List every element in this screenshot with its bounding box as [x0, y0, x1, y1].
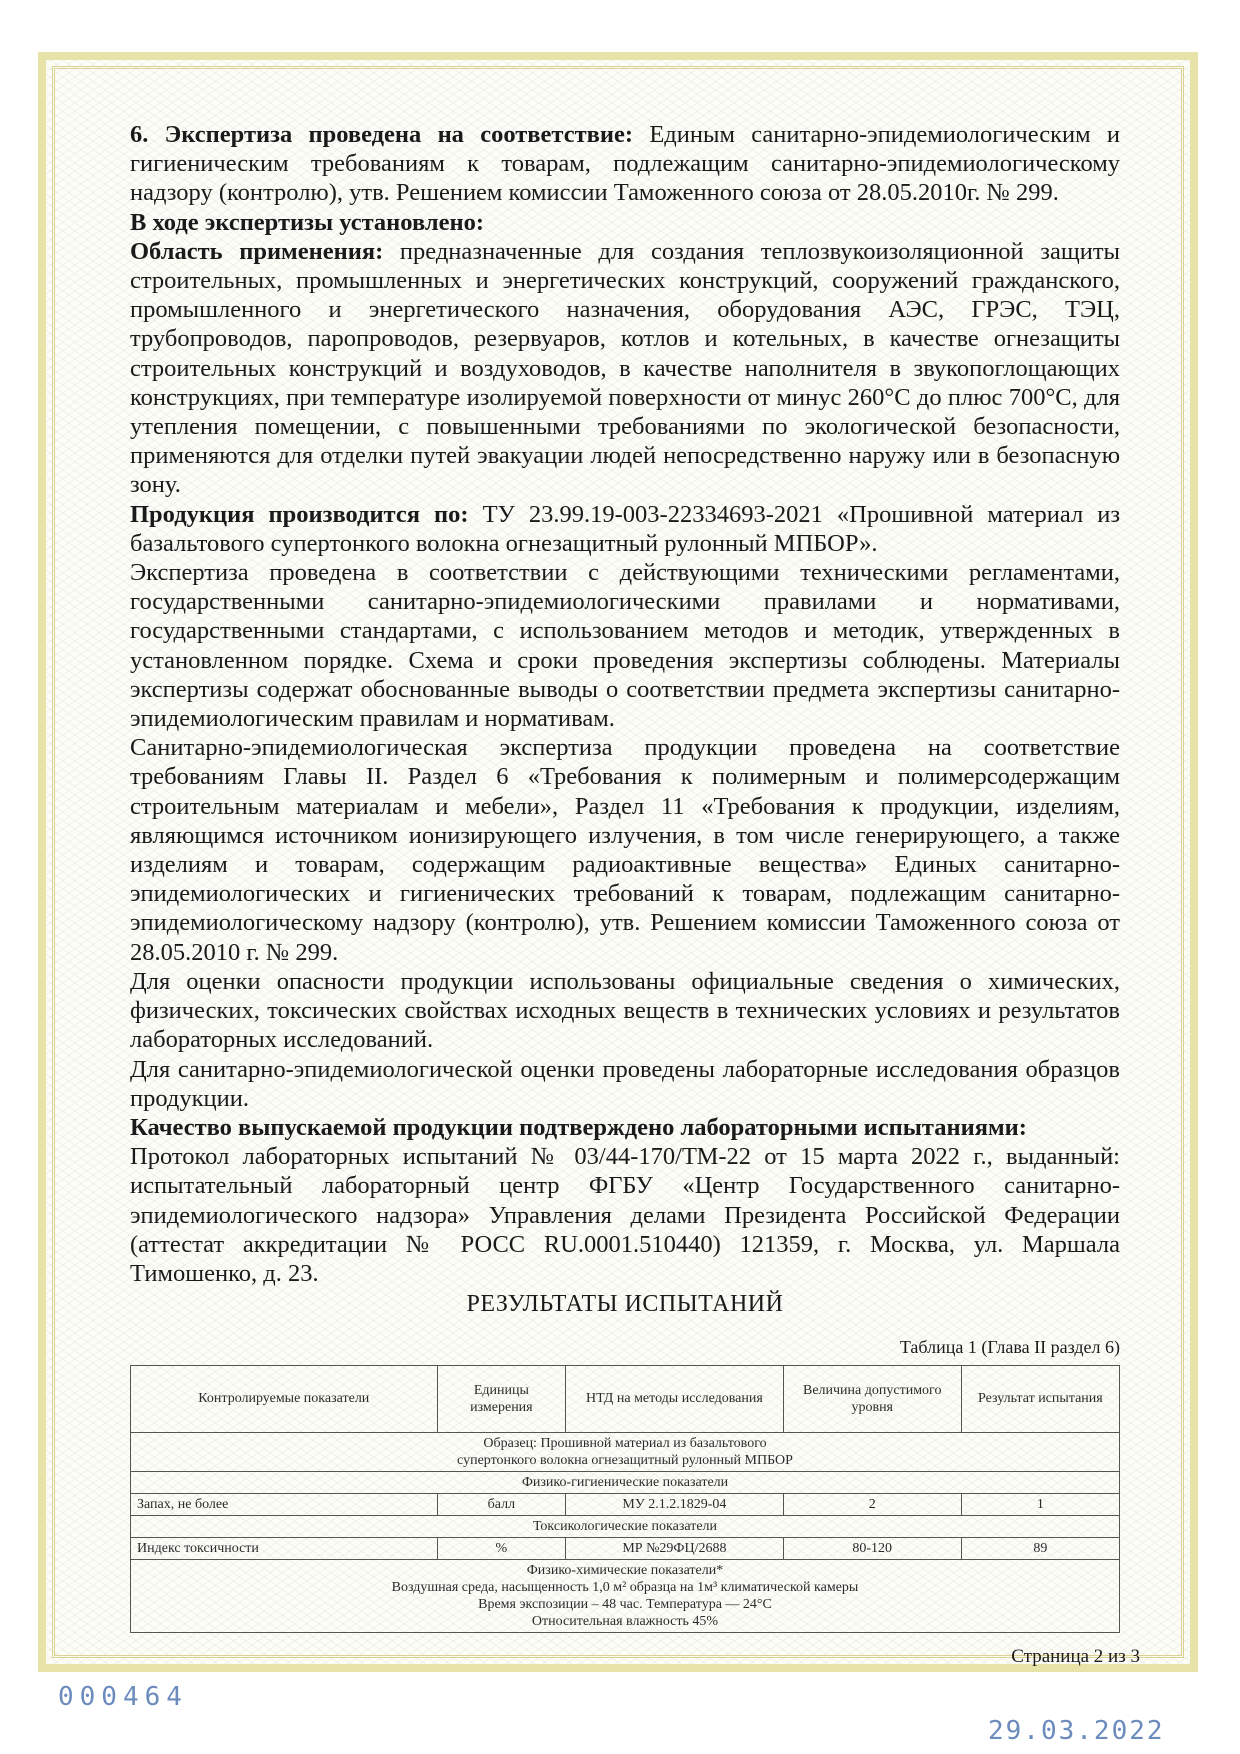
produced-text: ТУ 23.99.19-003-22334693-2021 «Прошивной материал из базальтового супертонкого волокна огнезащитный рулонный МПБОР».	[130, 500, 1120, 557]
table-caption: Таблица 1 (Глава II раздел 6)	[899, 1337, 1120, 1358]
paragraph-sanitary: Санитарно-эпидемиологическая экспертиза продукции проведена на соответствие требованиям Главы II. Раздел 6 «Требования к полимерным и полимерсодержащим строительным материалам и мебели», Раздел 11 «Требования к продукции, изделиям, являющимся источником ионизирующего излучения, в том числе генерирующего, а также изделиям и товарам, содержащим радиоактивные вещества» Единых санитарно-эпидемиологических и гигиенических требований к товарам, подлежащим санитарно-эпидемиологическому надзору (контролю), утв. Решением комиссии Таможенного союза от 28.05.2010 г. № 299.	[130, 734, 1120, 966]
section-physico-chemical: Физико-химические показатели*	[526, 1562, 724, 1578]
section-row	[131, 1471, 1120, 1493]
paragraph-scope	[130, 237, 1120, 500]
cell-result: 89	[961, 1537, 1119, 1559]
header-indicators: Контролируемые показатели	[131, 1365, 438, 1432]
results-table	[130, 1365, 1120, 1633]
cell-unit: балл	[437, 1493, 566, 1515]
table-header-row	[131, 1365, 1120, 1432]
cell-indicator: Запах, не более	[131, 1493, 438, 1515]
date-stamp: 29.03.2022	[988, 1716, 1165, 1746]
cell-unit: %	[437, 1537, 566, 1559]
established-heading: В ходе экспертизы установлено:	[130, 208, 484, 236]
sample-row	[131, 1432, 1120, 1471]
page-number: Страница 2 из 3	[1011, 1646, 1140, 1667]
section-physico-hygienic: Физико-гигиенические показатели	[131, 1471, 1120, 1493]
results-title: РЕЗУЛЬТАТЫ ИСПЫТАНИЙ	[466, 1291, 784, 1318]
paragraph-expertise: Экспертиза проведена в соответствии с действующими техническими регламентами, государственными санитарно-эпидемиологическими правилами и нормативами, государственными стандартами, с использованием методов и методик, утвержденных в установленном порядке. Схема и сроки проведения экспертизы соблюдены. Материалы экспертизы содержат обоснованные выводы о соответствии предмета экспертизы санитарно-эпидемиологическим правилам и нормативам.	[130, 559, 1120, 733]
compliance-text: Единым санитарно-эпидемиологическим и гигиеническим требованиям к товарам, подлежащим санитарно-эпидемиологическому надзору (контролю), утв. Решением комиссии Таможенного союза от 28.05.2010г. № 299.	[130, 121, 1121, 207]
header-units: Единицы измерения	[437, 1365, 566, 1432]
cell-method: МР №29ФЦ/2688	[566, 1537, 784, 1559]
cell-permissible: 2	[783, 1493, 961, 1515]
quality-heading: Качество выпускаемой продукции подтверждено лабораторными испытаниями:	[130, 1113, 1027, 1141]
sample-line-1: Образец: Прошивной материал из базальтового	[483, 1435, 767, 1451]
header-result: Результат испытания	[961, 1365, 1119, 1432]
conditions-exposure: Время экспозиции – 48 час. Температура — 24°С	[478, 1596, 772, 1612]
header-methods: НТД на методы исследования	[566, 1365, 784, 1432]
scope-text: предназначенные для создания теплозвукоизоляционной защиты строительных, промышленных и энергетических конструкций, сооружений гражданского, промышленного и энергетического назначения, оборудования АЭС, ГРЭС, ТЭЦ, трубопроводов, паропроводов, резервуаров, котлов и котельных, в качестве огнезащиты строительных конструкций и воздуховодов, в качестве наполнителя в звукопоглощающих конструкциях, при температуре изолируемой поверхности от минус 260°С до плюс 700°С, для утепления помещении, с повышенными требованиями по экологической безопасности, применяются для отделки путей эвакуации людей непосредственно наружу или в безопасную зону.	[130, 237, 1120, 499]
serial-number-stamp: 000464	[58, 1682, 188, 1712]
paragraph-hazard: Для оценки опасности продукции использованы официальные сведения о химических, физических, токсических свойствах исходных веществ в технических условиях и результатов лабораторных исследований.	[130, 967, 1120, 1054]
cell-method: МУ 2.1.2.1829-04	[566, 1493, 784, 1515]
sample-line-2: супертонкого волокна огнезащитный рулонный МПБОР	[457, 1452, 793, 1468]
conditions-humidity: Относительная влажность 45%	[531, 1613, 719, 1629]
produced-label: Продукция производится по:	[130, 500, 469, 528]
document-body	[130, 120, 1120, 1633]
scope-label: Область применения:	[130, 237, 384, 265]
cell-indicator: Индекс токсичности	[131, 1537, 438, 1559]
paragraph-lab: Для санитарно-эпидемиологической оценки проведены лабораторные исследования образцов продукции.	[130, 1055, 1120, 1112]
compliance-label: 6. Экспертиза проведена на соответствие:	[130, 121, 634, 148]
paragraph-protocol: Протокол лабораторных испытаний № 03/44-170/ТМ-22 от 15 марта 2022 г., выданный: испытательный лабораторный центр ФГБУ «Центр Государственного санитарно-эпидемиологического надзора» Управления делами Президента Российской Федерации (аттестат аккредитации № РОСС RU.0001.510440) 121359, г. Москва, ул. Маршала Тимошенко, д. 23.	[130, 1143, 1120, 1287]
section-toxicological: Токсикологические показатели	[131, 1515, 1120, 1537]
cell-result: 1	[961, 1493, 1119, 1515]
paragraph-produced	[130, 500, 1120, 558]
header-permissible-level: Величина допустимого уровня	[783, 1365, 961, 1432]
table-row	[131, 1537, 1120, 1559]
conditions-air: Воздушная среда, насыщенность 1,0 м² образца на 1м³ климатической камеры	[391, 1579, 859, 1595]
paragraph-compliance	[130, 120, 1120, 208]
table-row	[131, 1493, 1120, 1515]
section-row	[131, 1515, 1120, 1537]
section-row	[131, 1559, 1120, 1632]
cell-permissible: 80-120	[783, 1537, 961, 1559]
